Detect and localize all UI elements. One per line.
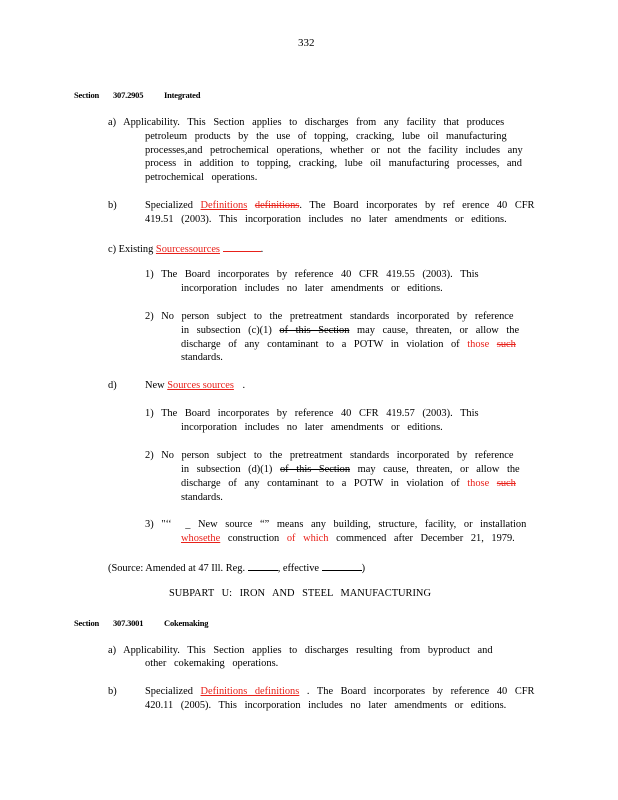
text-line xyxy=(181,478,516,490)
text-run: . xyxy=(242,380,246,391)
text-line: 420.11 (2005). This incorporation includes no later amendments or editions. xyxy=(145,700,507,711)
section-title: Integrated xyxy=(164,90,201,100)
text-run: . xyxy=(260,244,264,255)
text-line: 1) The Board incorporates by reference 40 CFR 419.57 (2003). This xyxy=(145,408,479,419)
text-line xyxy=(181,464,520,476)
text-line: incorporation includes no later amendments or editions. xyxy=(181,422,443,433)
blank-line xyxy=(322,561,362,571)
source-note xyxy=(108,561,365,575)
text-run: New xyxy=(145,380,165,391)
text-run: discharge of any contaminant to a POTW in violation of xyxy=(181,478,460,489)
text-line xyxy=(145,200,534,212)
page-number: 332 xyxy=(298,37,315,49)
text-line: 419.51 (2003). This incorporation includes no later amendments or editions. xyxy=(145,214,507,225)
section-number: 307.2905 xyxy=(113,90,144,100)
text-run: c) Existing xyxy=(108,244,154,255)
text-line xyxy=(181,533,515,545)
section-label: Section xyxy=(74,90,100,100)
section-number: 307.3001 xyxy=(113,618,144,628)
text-line: incorporation includes no later amendments or editions. xyxy=(181,283,443,294)
text-line: petrochemical operations. xyxy=(145,172,258,183)
text-line xyxy=(181,339,516,351)
text-run: (Source: Amended at 47 Ill. Reg. xyxy=(108,563,246,574)
deleted-text: of this Section xyxy=(279,464,351,475)
text-run: may cause, threaten, or allow the xyxy=(357,464,520,475)
deleted-text: of this Section xyxy=(279,325,350,336)
deleted-text: definitions xyxy=(254,200,300,211)
text-line: standards. xyxy=(181,492,223,503)
text-line: process in addition to topping, cracking, lube oil manufacturing processes, and xyxy=(145,158,522,169)
text-line: processes,and petrochemical operations, whether or not the facility includes any xyxy=(145,145,523,156)
text-line: a) Applicability. This Section applies to discharges resulting from byproduct and xyxy=(108,645,493,656)
text-line: 1) The Board incorporates by reference 40 CFR 419.55 (2003). This xyxy=(145,269,479,280)
deleted-text: such xyxy=(496,478,516,489)
inserted-text: Definitions xyxy=(200,200,248,211)
text-run: 3) "‘‘ xyxy=(145,519,172,530)
text-line: 2) No person subject to the pretreatment standards incorporated by reference xyxy=(145,311,514,322)
text-line: standards. xyxy=(181,352,223,363)
text-line: other cokemaking operations. xyxy=(145,658,279,669)
text-line xyxy=(145,686,534,698)
text-line: 2) No person subject to the pretreatment standards incorporated by reference xyxy=(145,450,514,461)
text-line xyxy=(145,380,245,392)
section-label: Section xyxy=(74,618,100,628)
inserted-text: those xyxy=(467,478,490,489)
text-run: in subsection (d)(1) xyxy=(181,464,273,475)
inserted-text: Definitions definitions xyxy=(200,686,300,697)
text-run: commenced after December 21, 1979. xyxy=(336,533,515,544)
text-line xyxy=(181,325,519,337)
text-line xyxy=(145,519,526,531)
text-run: Specialized xyxy=(145,200,193,211)
text-run: may cause, threaten, or allow the xyxy=(357,325,520,336)
section-title: Cokemaking xyxy=(164,618,209,628)
subpart-heading: SUBPART U: IRON AND STEEL MANUFACTURING xyxy=(169,588,431,599)
inserted-text: Sources sources xyxy=(167,380,234,391)
deleted-text: such xyxy=(496,339,516,350)
item-marker: b) xyxy=(108,200,117,211)
blank-line xyxy=(248,561,278,571)
inserted-text: of which xyxy=(286,533,329,544)
text-run: in subsection (c)(1) xyxy=(181,325,272,336)
text-run: Specialized xyxy=(145,686,193,697)
text-run: _ New source “” means any building, structure, facility, or installation xyxy=(185,519,527,530)
text-run: construction xyxy=(227,533,280,544)
text-line: a) Applicability. This Section applies to discharges from any facility that produces xyxy=(108,117,505,128)
text-run: , effective xyxy=(277,563,320,574)
text-line: petroleum products by the use of topping, cracking, lube oil manufacturing xyxy=(145,131,507,142)
item-marker: b) xyxy=(108,686,117,697)
text-line xyxy=(108,242,263,256)
inserted-text: those xyxy=(467,339,490,350)
item-marker: d) xyxy=(108,380,117,391)
text-run: discharge of any contaminant to a POTW in violation of xyxy=(181,339,460,350)
text-run: . The Board incorporates by ref erence 40 CFR xyxy=(299,200,535,211)
deleted-blank xyxy=(223,242,261,252)
inserted-text: Sourcessources xyxy=(155,244,220,255)
text-run: . The Board incorporates by reference 40 CFR xyxy=(306,686,535,697)
inserted-text: whosethe xyxy=(181,533,221,544)
text-run: ) xyxy=(361,563,366,574)
